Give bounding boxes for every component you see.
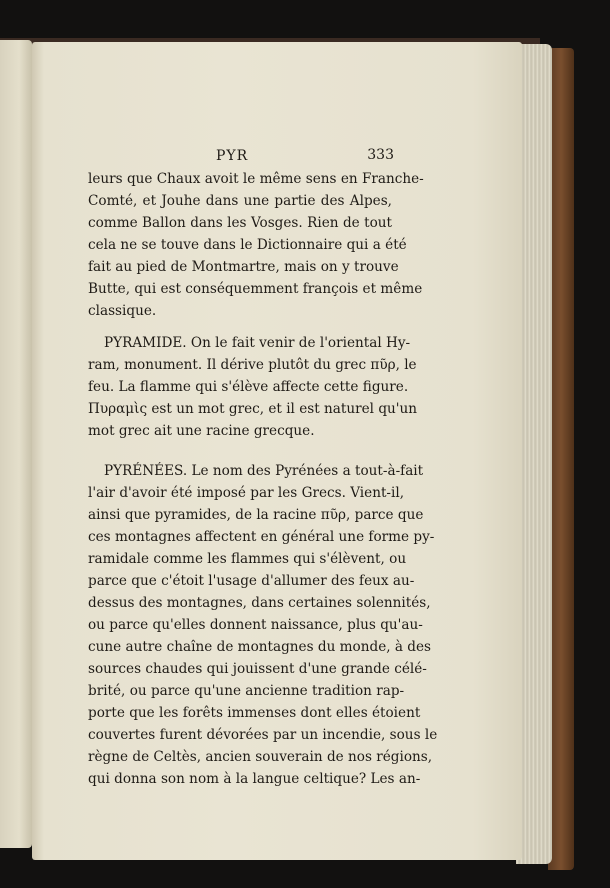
page-number: 333 xyxy=(367,147,394,163)
entry-heading-line: PYRÉNÉES. Le nom des Pyrénées a tout-à-fait xyxy=(104,463,424,479)
text-line: sources chaudes qui jouissent d'une grande célé- xyxy=(88,661,427,677)
text-line: Πυραμὶς est un mot grec, et il est naturel qu'un xyxy=(88,401,418,417)
text-line: Butte, qui est conséquemment françois et même xyxy=(88,281,423,297)
text-line: l'air d'avoir été imposé par les Grecs. Vient-il, xyxy=(88,485,405,501)
text-line: porte que les forêts immenses dont elles étoient xyxy=(88,705,421,721)
text-line: fait au pied de Montmartre, mais on y trouve xyxy=(88,259,399,275)
text-line: comme Ballon dans les Vosges. Rien de tout xyxy=(88,215,392,231)
text-line: brité, ou parce qu'une ancienne tradition rap- xyxy=(88,683,405,699)
text-line: feu. La flamme qui s'élève affecte cette figure. xyxy=(88,379,409,395)
text-line: mot grec ait une racine grecque. xyxy=(88,423,315,439)
text-line: couvertes furent dévorées par un incendie, sous le xyxy=(88,727,438,743)
text-line: classique. xyxy=(88,303,157,319)
paragraph-pyramide xyxy=(88,332,418,442)
text-line: cune autre chaîne de montagnes du monde, à des xyxy=(88,639,432,655)
text-line: parce que c'étoit l'usage d'allumer des feux au- xyxy=(88,573,415,589)
text-line: ram, monument. Il dérive plutôt du grec πῦρ, le xyxy=(88,357,417,373)
text-line: ramidale comme les flammes qui s'élèvent, ou xyxy=(88,551,407,567)
text-line: qui donna son nom à la langue celtique? Les an- xyxy=(88,771,421,787)
page-text xyxy=(88,146,438,790)
text-line: cela ne se touve dans le Dictionnaire qui a été xyxy=(88,237,407,253)
page-header xyxy=(88,146,392,168)
text-line: leurs que Chaux avoit le même sens en Franche- xyxy=(88,171,424,187)
text-line: règne de Celtès, ancien souverain de nos régions, xyxy=(88,749,433,765)
text-line: ainsi que pyramides, de la racine πῦρ, parce que xyxy=(88,507,424,523)
text-line: ces montagnes affectent en général une forme py- xyxy=(88,529,435,545)
paragraph-pyrenees xyxy=(88,460,438,790)
entry-heading-line: PYRAMIDE. On le fait venir de l'oriental Hy- xyxy=(104,335,411,351)
running-head: PYR xyxy=(216,148,249,164)
text-line: ou parce qu'elles donnent naissance, plus qu'au- xyxy=(88,617,423,633)
text-line: dessus des montagnes, dans certaines solennités, xyxy=(88,595,431,611)
text-line: Comté, et Jouhe dans une partie des Alpes, xyxy=(88,193,392,209)
paragraph-continuation xyxy=(88,168,424,322)
facing-page-edge xyxy=(0,40,32,848)
